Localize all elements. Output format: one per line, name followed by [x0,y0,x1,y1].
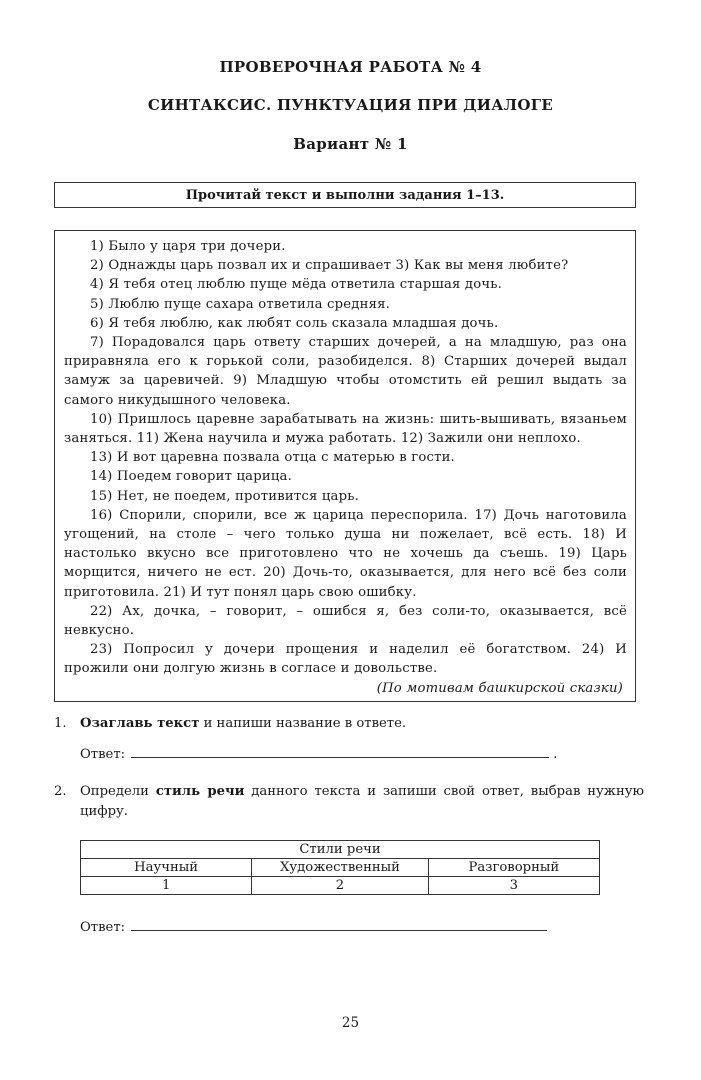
variant-title: Вариант № 1 [293,135,408,153]
text-source: (По мотивам башкирской сказки) [376,680,623,696]
work-title: ПРОВЕРОЧНАЯ РАБОТА № 4 [219,58,482,76]
answer-label: Ответ: [80,920,126,935]
text-paragraph: 14) Поедем говорит царица. [90,469,292,485]
task-before: Определи [80,784,156,799]
text-paragraph: 23) Попросил у дочери прощения и наделил её богатством. 24) И прожили они долгую жизнь в согласе и довольстве. [64,642,627,677]
reading-text-box [54,230,636,702]
text-paragraph: 22) Ах, дочка, – говорит, – ошибся я, без соли-то, оказывается, всё невкусно. [64,603,627,639]
text-paragraph: 13) И вот царевна позвала отца с матерью в гости. [90,450,455,466]
text-paragraph: 6) Я тебя люблю, как любят соль сказала младшая дочь. [90,315,499,331]
task-1 [54,714,644,734]
answer-line[interactable] [131,745,549,758]
task-rest: и напиши название в ответе. [199,716,407,731]
answer-line[interactable] [131,918,547,931]
task-keyword: стиль речи [155,784,245,799]
table-caption: Стили речи [81,841,600,859]
task-number: 1. [54,716,67,731]
answer-end: . [553,747,558,762]
page-number: 25 [341,1015,360,1031]
style-header: Художественный [252,859,428,877]
text-paragraph: 5) Люблю пуще сахара ответила средняя. [90,296,391,312]
speech-styles-table [80,840,600,895]
style-header: Разговорный [428,859,599,877]
answer-label: Ответ: [80,747,126,762]
text-paragraph: 1) Было у царя три дочери. [90,239,286,254]
text-paragraph: 16) Спорили, спорили, все ж царица переспорила. 17) Дочь наготовила угощений, на столе – чего только душа ни пожелает, всё есть. 18) И настолько вкусно все приготовлено что не хочешь да съешь. 19) Царь морщится, ничего не ест. 20) Дочь-то, оказывается, для него всё без соли приготовила. 21) И тут понял царь свою ошибку. [64,507,627,600]
task-number: 2. [54,784,67,799]
text-paragraph: 15) Нет, не поедем, противится царь. [90,488,360,504]
text-paragraph: 4) Я тебя отец люблю пуще мёда ответила старшая дочь. [90,277,503,293]
task-rest: данного текста и запиши свой ответ, выбрав нужную цифру. [80,784,644,819]
text-paragraph: 7) Порадовался царь ответу старших дочерей, а на младшую, раз она приравняла его к горькой соли, разобиделся. 8) Старших дочерей выдал замуж за царевичей. 9) Младшую чтобы отомстить ей решил выдать за самого никудышного человека. [64,335,627,408]
text-paragraph: 2) Однажды царь позвал их и спрашивает 3) Как вы меня любите? [90,258,569,274]
instruction-box: Прочитай текст и выполни задания 1–13. [54,182,636,208]
style-header: Научный [81,859,252,877]
task-text [80,714,644,734]
answer-2 [80,918,547,935]
answer-1 [80,745,557,762]
text-paragraph: 10) Пришлось царевне зарабатывать на жизнь: шить-вышивать, вязаньем заняться. 11) Жена научила и мужа работать. 12) Зажили они неплохо. [64,411,627,447]
style-number: 3 [428,877,599,895]
task-2 [54,782,644,822]
style-number: 2 [252,877,428,895]
topic-title: СИНТАКСИС. ПУНКТУАЦИЯ ПРИ ДИАЛОГЕ [147,96,554,114]
task-keyword: Озаглавь текст [80,716,200,731]
task-text [80,782,644,822]
style-number: 1 [81,877,252,895]
